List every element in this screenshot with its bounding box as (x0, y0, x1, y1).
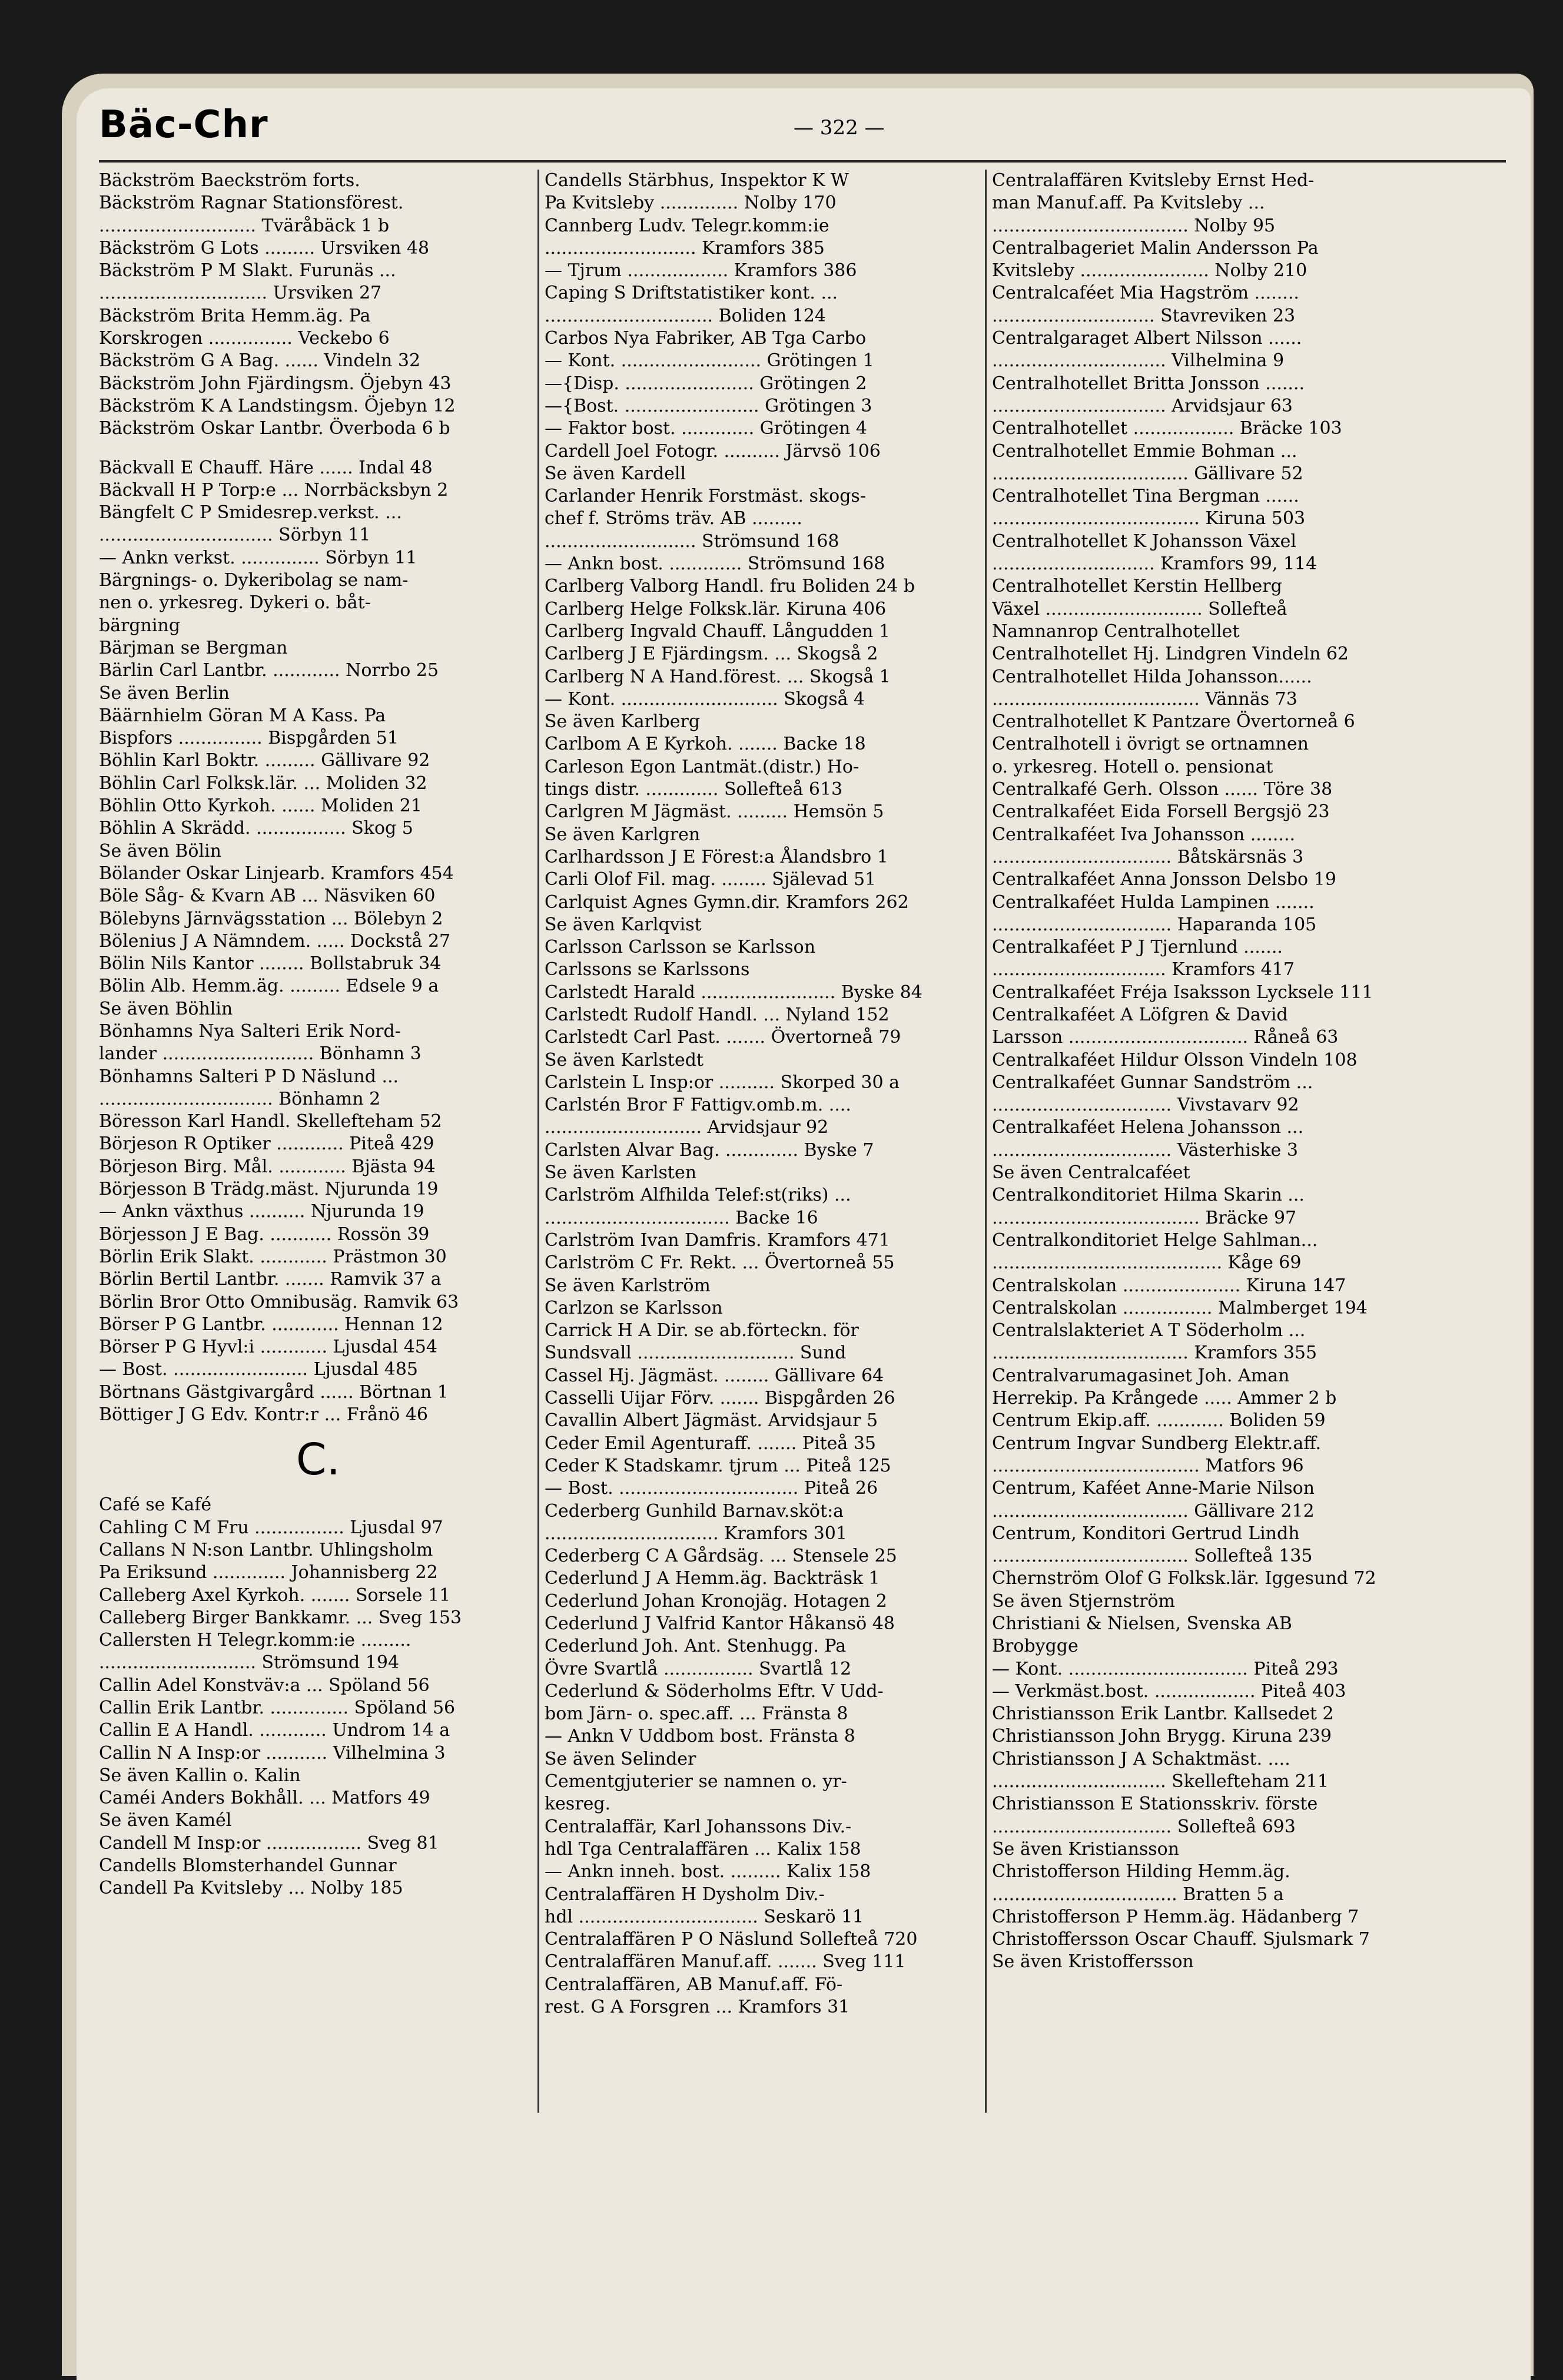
directory-entry: Carlström C Fr. Rekt. ... Övertorneå 55 (545, 1252, 895, 1274)
directory-entry: Carrick H A Dir. se ab.förteckn. för (545, 1320, 859, 1341)
directory-entry: Pa Eriksund ............. Johannisberg 22 (99, 1562, 438, 1583)
directory-entry: Café se Kafé (99, 1494, 212, 1516)
directory-entry: Carlberg Helge Folksk.lär. Kiruna 406 (545, 598, 887, 619)
directory-entry: Centralkaféet Helena Johansson ... (992, 1117, 1304, 1138)
directory-entry: Se även Karlström (545, 1275, 711, 1296)
directory-entry: Carlstén Bror F Fattigv.omb.m. .... (545, 1095, 851, 1116)
column-1 (99, 170, 537, 2374)
directory-entry: Bärjman se Bergman (99, 637, 288, 658)
directory-entry: Christiansson John Brygg. Kiruna 239 (992, 1726, 1332, 1747)
directory-entry: Börlin Erik Slakt. ............ Prästmon 30 (99, 1246, 447, 1267)
directory-entry: Böhlin A Skrädd. ................ Skog 5 (99, 818, 413, 839)
directory-entry: ............................... Kramfors 301 (545, 1523, 847, 1544)
directory-entry: Callin Adel Konstväv:a ... Spöland 56 (99, 1675, 430, 1696)
directory-entry: Christiansson Erik Lantbr. Kallsedet 2 (992, 1703, 1334, 1725)
directory-entry: Ceder Emil Agenturaff. ....... Piteå 35 (545, 1433, 876, 1454)
directory-entry: Callin N A Insp:or ........... Vilhelmina 3 (99, 1742, 446, 1764)
directory-entry: Calleberg Axel Kyrkoh. ....... Sorsele 11 (99, 1585, 451, 1606)
directory-entry: — Faktor bost. ............. Grötingen 4 (545, 418, 867, 439)
directory-entry: ................................. Backe 16 (545, 1207, 818, 1228)
header-rule (99, 160, 1506, 163)
column-3 (992, 170, 1431, 2374)
directory-entry: ............................. Stavreviken 23 (992, 305, 1296, 326)
directory-entry: Candell M Insp:or ................. Sveg 81 (99, 1832, 439, 1854)
directory-entry: Carlberg N A Hand.förest. ... Skogså 1 (545, 666, 891, 687)
directory-entry: Centralkaféet P J Tjernlund ....... (992, 937, 1283, 958)
directory-entry: Se även Kallin o. Kalin (99, 1765, 301, 1786)
directory-entry: Centralkaféet Eida Forsell Bergsjö 23 (992, 801, 1330, 823)
directory-entry: Callin Erik Lantbr. .............. Spöland 56 (99, 1698, 456, 1718)
directory-entry: Centralhotellet K Pantzare Övertorneå 6 (992, 711, 1355, 732)
directory-entry: Bärgnings- o. Dykeribolag se nam- (99, 570, 409, 591)
directory-entry: Se även Karlqvist (545, 914, 702, 935)
directory-entry: Börjesson B Trädg.mäst. Njurunda 19 (99, 1179, 439, 1200)
directory-entry: Christofferson Hilding Hemm.äg. (992, 1861, 1290, 1882)
directory-entry: Centrum Ingvar Sundberg Elektr.aff. (992, 1433, 1321, 1454)
directory-entry: — Ankn verkst. .............. Sörbyn 11 (99, 547, 417, 568)
directory-entry: Centralhotellet Britta Jonsson ....... (992, 373, 1305, 394)
directory-entry: Centralhotellet Hilda Johansson...... (992, 666, 1312, 687)
directory-entry: Se även Kristiansson (992, 1838, 1180, 1859)
directory-entry: Larsson ................................ Råneå 63 (992, 1027, 1339, 1048)
directory-entry: Böresson Karl Handl. Skellefteham 52 (99, 1111, 442, 1132)
directory-entry: Centralkonditoriet Helge Sahlman... (992, 1229, 1318, 1251)
directory-entry: ................................ Vivstavarv 92 (992, 1095, 1299, 1116)
directory-entry: Centralskolan ................ Malmberget 194 (992, 1297, 1368, 1318)
directory-entry: Se även Centralcaféet (992, 1162, 1190, 1184)
directory-entry: — Verkmäst.bost. .................. Piteå 403 (992, 1680, 1346, 1702)
directory-entry: Calleberg Birger Bankkamr. ... Sveg 153 (99, 1607, 462, 1628)
directory-entry: Bispfors ............... Bispgården 51 (99, 728, 399, 749)
directory-entry: Bäckström P M Slakt. Furunäs ... (99, 260, 396, 281)
directory-entry: ............................... Kramfors 417 (992, 959, 1295, 980)
directory-entry: Böhlin Karl Boktr. ......... Gällivare 92 (99, 750, 430, 771)
directory-entry: ............................... Vilhelmina 9 (992, 350, 1285, 372)
spacer (99, 440, 537, 457)
directory-entry: Callersten H Telegr.komm:ie ......... (99, 1630, 412, 1651)
directory-entry: Centralhotellet K Johansson Växel (992, 531, 1296, 552)
directory-entry: —{Disp. ....................... Grötingen 2 (545, 373, 867, 394)
directory-entry: Sundsvall ............................ Sund (545, 1343, 847, 1364)
directory-entry: Bäckström Oskar Lantbr. Överboda 6 b (99, 418, 450, 439)
directory-entry: Centrum, Konditori Gertrud Lindh (992, 1523, 1300, 1544)
directory-entry: ............................ Tväråbäck 1 b (99, 215, 390, 236)
directory-entry: ................................ Haparanda 105 (992, 914, 1317, 935)
directory-entry: Namnanrop Centralhotellet (992, 621, 1240, 642)
directory-entry: — Ankn bost. ............. Strömsund 168 (545, 553, 885, 575)
directory-entry: Böle Såg- & Kvarn AB ... Näsviken 60 (99, 886, 436, 907)
directory-entry: Centralaffären P O Näslund Sollefteå 720 (545, 1929, 918, 1950)
directory-entry: Candell Pa Kvitsleby ... Nolby 185 (99, 1878, 403, 1899)
directory-entry: Se även Bölin (99, 840, 221, 861)
directory-entry: Carlberg J E Fjärdingsm. ... Skogså 2 (545, 644, 878, 665)
directory-entry: ............................. Kramfors 99, 114 (992, 553, 1318, 575)
directory-entry: Centralkaféet Gunnar Sandström ... (992, 1072, 1313, 1093)
directory-entry: Bäärnhielm Göran M A Kass. Pa (99, 705, 386, 726)
directory-entry: ..................................... Bräcke 97 (992, 1207, 1297, 1228)
directory-entry: Cederlund & Söderholms Eftr. V Udd- (545, 1680, 884, 1702)
directory-entry: lander ........................... Bönhamn 3 (99, 1043, 422, 1065)
directory-entry: ................................... Kramfors 355 (992, 1343, 1318, 1364)
directory-entry: man Manuf.aff. Pa Kvitsleby ... (992, 193, 1265, 214)
directory-entry: ................................ Västerhiske 3 (992, 1139, 1298, 1161)
directory-entry: Carlberg Ingvald Chauff. Långudden 1 (545, 621, 890, 642)
directory-entry: ............................... Arvidsjaur 63 (992, 395, 1293, 416)
directory-entry: Bäckström K A Landstingsm. Öjebyn 12 (99, 395, 456, 416)
directory-entry: Centrum Ekip.aff. ............ Boliden 59 (992, 1410, 1326, 1431)
directory-entry: — Ankn inneh. bost. ......... Kalix 158 (545, 1861, 871, 1882)
directory-entry: Bölander Oskar Linjearb. Kramfors 454 (99, 863, 454, 884)
directory-entry: Börjeson R Optiker ............ Piteå 429 (99, 1133, 434, 1155)
directory-entry: Pa Kvitsleby .............. Nolby 170 (545, 193, 837, 214)
directory-entry: Carlgren M Jägmäst. ......... Hemsön 5 (545, 801, 884, 823)
directory-entry: Se även Kardell (545, 463, 686, 484)
directory-entry: Centralvarumagasinet Joh. Aman (992, 1365, 1290, 1386)
directory-entry: Caping S Driftstatistiker kont. ... (545, 283, 838, 304)
directory-entry: Carbos Nya Fabriker, AB Tga Carbo (545, 328, 867, 349)
directory-entry: Centrum, Kaféet Anne-Marie Nilson (992, 1478, 1315, 1499)
directory-entry: ..................................... Matfors 96 (992, 1455, 1304, 1476)
directory-entry: ............................... Skellefteham 211 (992, 1771, 1329, 1792)
directory-entry: Casselli Uijar Förv. ....... Bispgården 26 (545, 1388, 895, 1409)
directory-entry: Börjesson J E Bag. ........... Rossön 39 (99, 1224, 430, 1245)
directory-entry: Cederlund J A Hemm.äg. Backträsk 1 (545, 1568, 880, 1589)
directory-entry: Centralkaféet Hulda Lampinen ....... (992, 891, 1315, 913)
directory-entry: Callin E A Handl. ............ Undrom 14 a (99, 1720, 450, 1741)
directory-entry: Centralhotellet Tina Bergman ...... (992, 486, 1299, 507)
directory-entry: Se även Selinder (545, 1748, 696, 1769)
directory-entry: Bäckström Brita Hemm.äg. Pa (99, 305, 371, 326)
directory-entry: ............................ Strömsund 194 (99, 1652, 400, 1673)
directory-entry: — Bost. ................................ Piteå 26 (545, 1478, 878, 1499)
directory-entry: Centralkafé Gerh. Olsson ...... Töre 38 (992, 779, 1333, 800)
directory-entry: Chernström Olof G Folksk.lär. Iggesund 72 (992, 1568, 1376, 1589)
directory-entry: Cederberg Gunhild Barnav.sköt:a (545, 1500, 844, 1522)
directory-entry: Carlsson Carlsson se Karlsson (545, 937, 816, 958)
directory-entry: ................................ Båtskärsnäs 3 (992, 846, 1304, 867)
page-header (99, 103, 1494, 162)
directory-entry: Bärlin Carl Lantbr. ............ Norrbo 25 (99, 660, 439, 681)
directory-entry: ................................... Gällivare 212 (992, 1500, 1315, 1522)
directory-entry: Centralaffären H Dysholm Div.- (545, 1884, 825, 1905)
directory-entry: Carli Olof Fil. mag. ........ Själevad 51 (545, 869, 877, 890)
directory-entry: ......................................... Kåge 69 (992, 1252, 1302, 1274)
directory-entry: Centralaffären Manuf.aff. ....... Sveg 111 (545, 1951, 906, 1973)
directory-entry: ................................ Sollefteå 693 (992, 1816, 1296, 1837)
directory-entry: Cahling C M Fru ................ Ljusdal 97 (99, 1517, 443, 1538)
directory-entry: Carlström Alfhilda Telef:st(riks) ... (545, 1185, 851, 1206)
directory-entry: Candells Blomsterhandel Gunnar (99, 1855, 397, 1877)
directory-entry: — Tjrum .................. Kramfors 386 (545, 260, 857, 281)
section-letter: C. (296, 1434, 341, 1486)
directory-entry: ..................................... Vännäs 73 (992, 688, 1297, 710)
directory-entry: Se även Karlstedt (545, 1049, 703, 1070)
directory-entry: rest. G A Forsgren ... Kramfors 31 (545, 1997, 850, 2018)
directory-entry: Centralkaféet Hildur Olsson Vindeln 108 (992, 1049, 1358, 1070)
directory-entry: Ceder K Stadskamr. tjrum ... Piteå 125 (545, 1455, 891, 1476)
directory-entry: bom Järn- o. spec.aff. ... Fränsta 8 (545, 1703, 848, 1725)
directory-entry: Kvitsleby ....................... Nolby 210 (992, 260, 1308, 281)
directory-entry: Candells Stärbhus, Inspektor K W (545, 170, 849, 191)
directory-entry: Korskrogen ............... Veckebo 6 (99, 328, 390, 349)
directory-entry: — Bost. ........................ Ljusdal 485 (99, 1359, 418, 1380)
directory-entry: Se även Karlsten (545, 1162, 697, 1184)
directory-entry: Bölebyns Järnvägsstation ... Bölebyn 2 (99, 908, 443, 929)
directory-entry: Börser P G Lantbr. ............ Hennan 12 (99, 1314, 443, 1335)
directory-entry: tings distr. ............. Sollefteå 613 (545, 779, 843, 800)
directory-entry: Se även Kristoffersson (992, 1951, 1194, 1973)
directory-entry: ............................ Arvidsjaur 92 (545, 1117, 829, 1138)
directory-entry: Cementgjuterier se namnen o. yr- (545, 1771, 847, 1792)
directory-entry: Brobygge (992, 1636, 1078, 1657)
directory-entry: Carleson Egon Lantmät.(distr.) Ho- (545, 756, 860, 777)
directory-entry: Centralskolan ..................... Kiruna 147 (992, 1275, 1346, 1296)
directory-entry: Callans N N:son Lantbr. Uhlingsholm (99, 1539, 433, 1560)
directory-entry: Börser P G Hyvl:i ............ Ljusdal 454 (99, 1337, 437, 1358)
directory-entry: ........................... Kramfors 385 (545, 237, 825, 258)
directory-entry: Cederlund Johan Kronojäg. Hotagen 2 (545, 1590, 887, 1612)
directory-entry: ................................... Sollefteå 135 (992, 1546, 1313, 1567)
directory-entry: ................................... Gällivare 52 (992, 463, 1303, 484)
directory-entry: Centralaffären Kvitsleby Ernst Hed- (992, 170, 1315, 191)
directory-entry: Börlin Bertil Lantbr. ....... Ramvik 37 a (99, 1269, 442, 1290)
directory-entry: Carlstedt Carl Past. ....... Övertorneå 79 (545, 1027, 901, 1048)
directory-entry: Centralbageriet Malin Andersson Pa (992, 237, 1319, 258)
directory-entry: Böttiger J G Edv. Kontr:r ... Frånö 46 (99, 1404, 428, 1426)
directory-entry: .............................. Ursviken 27 (99, 283, 382, 304)
directory-entry: — Kont. ................................ Piteå 293 (992, 1658, 1339, 1679)
directory-entry: Centralaffären, AB Manuf.aff. Fö- (545, 1974, 843, 1995)
directory-entry: Carlström Ivan Damfris. Kramfors 471 (545, 1229, 890, 1251)
directory-entry: — Ankn V Uddbom bost. Fränsta 8 (545, 1726, 855, 1747)
directory-entry: ........................... Strömsund 168 (545, 531, 839, 552)
directory-entry: Bäckström Baeckström forts. (99, 170, 360, 191)
directory-entry: Carlssons se Karlssons (545, 959, 750, 980)
directory-entry: nen o. yrkesreg. Dykeri o. båt- (99, 592, 371, 614)
directory-entry: Övre Svartlå ................ Svartlå 12 (545, 1658, 852, 1679)
directory-entry: Cavallin Albert Jägmäst. Arvidsjaur 5 (545, 1410, 878, 1431)
directory-entry: Se även Böhlin (99, 998, 233, 1019)
directory-entry: Centralkaféet A Löfgren & David (992, 1004, 1288, 1025)
directory-entry: ................................. Bratten 5 a (992, 1884, 1284, 1905)
directory-entry: Centralkaféet Fréja Isaksson Lycksele 111 (992, 982, 1373, 1003)
directory-entry: o. yrkesreg. Hotell o. pensionat (992, 756, 1273, 777)
directory-entry: Caméi Anders Bokhåll. ... Matfors 49 (99, 1788, 430, 1809)
directory-entry: —{Bost. ........................ Grötingen 3 (545, 395, 872, 416)
directory-entry: Carlhardsson J E Förest:a Ålandsbro 1 (545, 846, 888, 867)
directory-entry: Cederberg C A Gårdsäg. ... Stensele 25 (545, 1546, 897, 1567)
directory-entry: Centralslakteriet A T Söderholm ... (992, 1320, 1306, 1341)
directory-entry: chef f. Ströms träv. AB ......... (545, 508, 802, 529)
directory-entry: Böhlin Carl Folksk.lär. ... Moliden 32 (99, 773, 427, 794)
directory-entry: Christofferson P Hemm.äg. Hädanberg 7 (992, 1906, 1359, 1927)
directory-entry: Centralhotellet Hj. Lindgren Vindeln 62 (992, 644, 1349, 665)
directory-entry: Bäckström G Lots ......... Ursviken 48 (99, 237, 430, 258)
directory-entry: Centralgaraget Albert Nilsson ...... (992, 328, 1302, 349)
directory-entry: Cederlund J Valfrid Kantor Håkansö 48 (545, 1613, 895, 1634)
directory-entry: Carlstedt Rudolf Handl. ... Nyland 152 (545, 1004, 890, 1025)
directory-entry: Christoffersson Oscar Chauff. Sjulsmark 7 (992, 1929, 1370, 1950)
directory-entry: kesreg. (545, 1794, 611, 1815)
directory-entry: Cardell Joel Fotogr. .......... Järvsö 106 (545, 440, 881, 462)
directory-entry: ............................... Sörbyn 11 (99, 525, 371, 546)
directory-entry: Bäckström Ragnar Stationsförest. (99, 193, 404, 214)
directory-entry: ..................................... Kiruna 503 (992, 508, 1306, 529)
directory-entry: Carlbom A E Kyrkoh. ....... Backe 18 (545, 734, 866, 755)
directory-entry: Carlquist Agnes Gymn.dir. Kramfors 262 (545, 891, 909, 913)
directory-entry: Bölenius J A Nämndem. ..... Dockstå 27 (99, 930, 451, 952)
directory-entry: Carlander Henrik Forstmäst. skogs- (545, 486, 866, 507)
directory-entry: bärgning (99, 615, 181, 636)
directory-entry: Herrekip. Pa Krångede ..... Ammer 2 b (992, 1388, 1337, 1409)
column-divider (537, 170, 539, 2113)
directory-entry: Cannberg Ludv. Telegr.komm:ie (545, 215, 829, 236)
directory-entry: Centralhotellet Emmie Bohman ... (992, 440, 1297, 462)
directory-entry: Centralkaféet Anna Jonsson Delsbo 19 (992, 869, 1336, 890)
directory-entry: Bäckström G A Bag. ...... Vindeln 32 (99, 350, 421, 372)
directory-entry: hdl ................................ Seskarö 11 (545, 1906, 864, 1927)
directory-entry: Växel ............................ Sollefteå (992, 598, 1287, 619)
directory-entry: Börtnans Gästgivargård ...... Börtnan 1 (99, 1381, 449, 1403)
directory-entry: ................................... Nolby 95 (992, 215, 1276, 236)
column-2 (545, 170, 983, 2374)
directory-entry: Se även Berlin (99, 682, 230, 704)
page-number: — 322 — (794, 116, 885, 140)
directory-entry: Bängfelt C P Smidesrep.verkst. ... (99, 502, 402, 523)
directory-entry: — Kont. ............................ Skogså 4 (545, 688, 865, 710)
directory-entry: Centralkaféet Iva Johansson ........ (992, 824, 1296, 845)
directory-entry: Carlzon se Karlsson (545, 1297, 723, 1318)
directory-entry: Centralhotellet Kerstin Hellberg (992, 576, 1282, 597)
directory-entry: .............................. Boliden 124 (545, 305, 826, 326)
column-divider (985, 170, 987, 2113)
directory-entry: hdl Tga Centralaffären ... Kalix 158 (545, 1838, 861, 1859)
directory-entry: — Ankn växthus .......... Njurunda 19 (99, 1201, 424, 1222)
directory-entry: Centralhotellet .................. Bräcke 103 (992, 418, 1342, 439)
directory-entry: Se även Kamél (99, 1810, 232, 1831)
directory-entry: Cederlund Joh. Ant. Stenhugg. Pa (545, 1636, 847, 1657)
directory-entry: Börjeson Birg. Mål. ............ Bjästa 94 (99, 1156, 436, 1177)
directory-entry: Se även Karlgren (545, 824, 701, 845)
directory-entry: Böhlin Otto Kyrkoh. ...... Moliden 21 (99, 795, 422, 817)
directory-entry: — Kont. ......................... Grötingen 1 (545, 350, 874, 372)
directory-entry: Carlstedt Harald ........................ Byske 84 (545, 982, 922, 1003)
directory-entry: ............................... Bönhamn 2 (99, 1088, 381, 1109)
directory-entry: Centralhotell i övrigt se ortnamnen (992, 734, 1309, 755)
directory-entry: Bäckvall H P Torp:e ... Norrbäcksbyn 2 (99, 479, 449, 500)
directory-entry: Carlsten Alvar Bag. ............. Byske 7 (545, 1139, 874, 1161)
directory-entry: Cassel Hj. Jägmäst. ........ Gällivare 64 (545, 1365, 884, 1386)
directory-entry: Bäckström John Fjärdingsm. Öjebyn 43 (99, 373, 452, 394)
directory-entry: Centralcaféet Mia Hagström ........ (992, 283, 1299, 304)
directory-entry: Bölin Alb. Hemm.äg. ......... Edsele 9 a (99, 976, 439, 997)
running-head: Bäc-Chr (99, 103, 268, 147)
directory-entry: Bönhamns Salteri P D Näslund ... (99, 1066, 399, 1087)
directory-entry: Se även Karlberg (545, 711, 701, 732)
directory-entry: Carlberg Valborg Handl. fru Boliden 24 b (545, 576, 915, 597)
directory-entry: Börlin Bror Otto Omnibusäg. Ramvik 63 (99, 1291, 459, 1312)
directory-entry: Bönhamns Nya Salteri Erik Nord- (99, 1020, 401, 1042)
directory-entry: Bölin Nils Kantor ........ Bollstabruk 34 (99, 953, 442, 974)
directory-entry: Centralaffär, Karl Johanssons Div.- (545, 1816, 852, 1837)
directory-entry: Bäckvall E Chauff. Häre ...... Indal 48 (99, 457, 433, 478)
directory-entry: Centralkonditoriet Hilma Skarin ... (992, 1185, 1305, 1206)
directory-entry: Carlstein L Insp:or .......... Skorped 30 a (545, 1072, 900, 1093)
directory-entry: Christiani & Nielsen, Svenska AB (992, 1613, 1292, 1634)
directory-entry: Christiansson J A Schaktmäst. .... (992, 1748, 1290, 1769)
directory-entry: Se även Stjernström (992, 1590, 1175, 1612)
directory-entry: Christiansson E Stationsskriv. förste (992, 1794, 1318, 1815)
